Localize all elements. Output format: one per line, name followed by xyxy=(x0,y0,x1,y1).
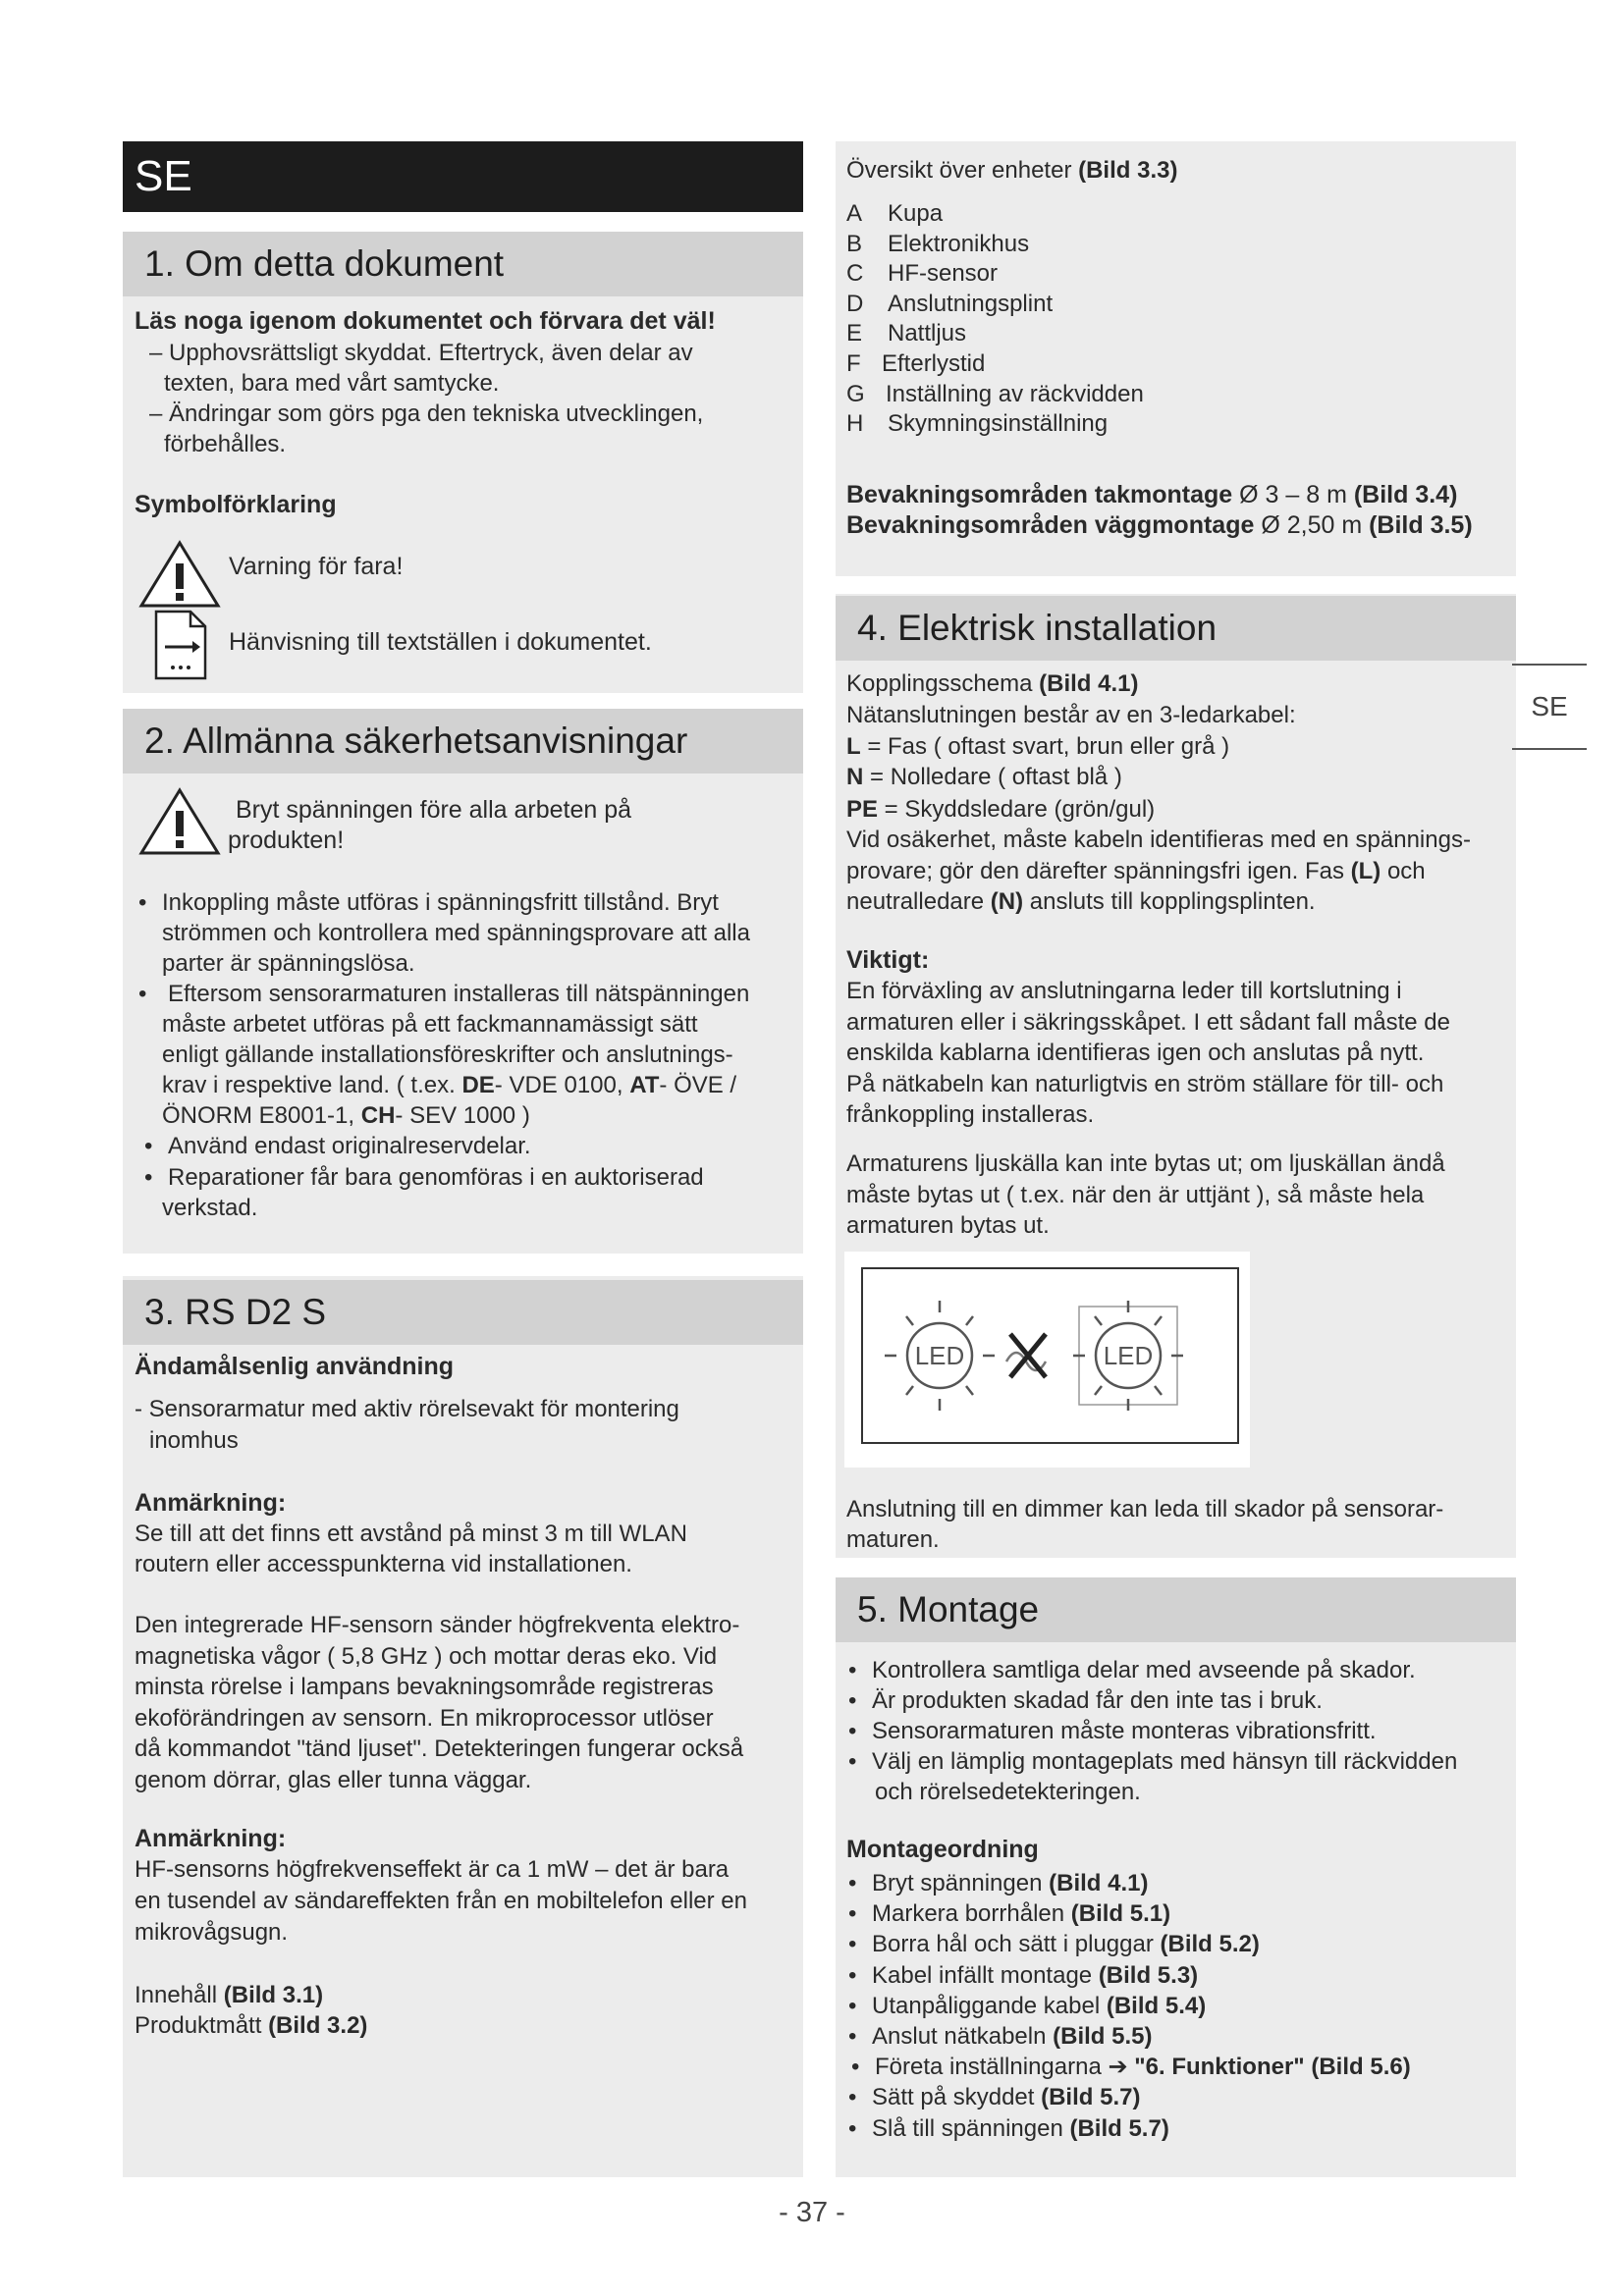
step-ref: (Bild 5.3) xyxy=(1098,1962,1199,1989)
step-ref: (Bild 5.4) xyxy=(1106,1993,1207,2019)
step-item xyxy=(872,2113,1169,2144)
overview-line xyxy=(846,155,1177,186)
part-label: Kupa xyxy=(888,200,944,227)
part-item xyxy=(846,349,1144,380)
unsure-2-end: och xyxy=(1380,858,1426,884)
ceiling-ref: (Bild 3.4) xyxy=(1353,481,1458,508)
neutral-ref: (N) xyxy=(990,888,1024,915)
note-2-line-1: HF-sensorns högfrekvenseffekt är ca 1 mW – det är bara xyxy=(135,1856,730,1883)
hf-line-6: genom dörrar, glas eller tunna väggar. xyxy=(135,1766,532,1793)
ch-standard: - SEV 1000 ) xyxy=(395,1102,530,1129)
s2-warning-2: produkten! xyxy=(228,827,345,854)
at-standard-2: ÖNORM E8001-1, xyxy=(162,1102,361,1129)
step-ref: (Bild 5.1) xyxy=(1070,1900,1171,1927)
unsure-3-text: neutralledare xyxy=(846,888,991,915)
part-label: Efterlystid xyxy=(882,349,986,377)
contents-label: Innehåll xyxy=(135,1982,224,2008)
dimensions-line xyxy=(135,2010,367,2041)
hf-line-4: ekoförändringen av sensorn. En mikroprocessor utlöser xyxy=(135,1704,714,1732)
part-label: HF-sensor xyxy=(888,260,999,288)
montage-order-heading: Montageordning xyxy=(846,1836,1039,1863)
step-item xyxy=(872,1929,1260,1959)
phase-text: = Fas ( oftast svart, brun eller grå ) xyxy=(860,733,1230,760)
step-item xyxy=(872,2082,1140,2112)
important-line-2: armaturen eller i säkringsskåpet. I ett sådant fall måste de xyxy=(846,1008,1450,1036)
part-letter: H xyxy=(846,410,864,438)
step-ref: (Bild 4.1) xyxy=(1049,1870,1149,1896)
ch-code: CH xyxy=(360,1102,396,1129)
note-2-paragraph xyxy=(135,1854,747,1949)
side-language-tab: SE xyxy=(1512,664,1587,750)
reference-label: Hänvisning till textställen i dokumentet. xyxy=(229,628,652,656)
light-line-2: måste bytas ut ( t.ex. när den är uttjänt ), så måste hela xyxy=(846,1181,1425,1208)
warning-triangle-icon xyxy=(138,787,221,856)
part-label: Nattljus xyxy=(888,320,967,347)
section-4-title: 4. Elektrisk installation xyxy=(836,596,1516,661)
unsure-3-end: ansluts till kopplingsplinten. xyxy=(1023,888,1316,915)
part-item xyxy=(846,319,1144,349)
hf-line-3: minsta rörelse i lampans bevakningsområde registreras xyxy=(135,1674,714,1700)
s2-b4-line-1: • Reparationer får bara genomföras i en auktoriserad xyxy=(168,1164,704,1191)
light-source-paragraph xyxy=(846,1148,1445,1242)
note-2-heading: Anmärkning: xyxy=(135,1825,287,1852)
s2-b1-line-1: • Inkoppling måste utföras i spänningsfritt tillstånd. Bryt xyxy=(162,889,719,916)
step-text: Sätt på skyddet xyxy=(872,2084,1042,2110)
step-ref: "6. Funktioner" (Bild 5.6) xyxy=(1134,2054,1411,2080)
wall-label: Bevakningsområden väggmontage xyxy=(846,511,1262,539)
important-line-4: På nätkabeln kan naturligtvis en ström ställare för till- och xyxy=(846,1070,1444,1097)
dims-ref: (Bild 3.2) xyxy=(268,2012,368,2039)
warning-triangle-icon xyxy=(138,540,221,609)
step-ref: (Bild 5.2) xyxy=(1160,1931,1260,1957)
s1-intro: Läs noga igenom dokumentet och förvara det väl! xyxy=(135,307,716,335)
important-heading: Viktigt: xyxy=(846,946,930,974)
s2-bullet-4 xyxy=(162,1162,704,1223)
overview-ref: (Bild 3.3) xyxy=(1078,157,1178,184)
s2-b2-line-1: • Eftersom sensorarmaturen installeras till nätspänningen xyxy=(168,981,750,1007)
symbol-heading: Symbolförklaring xyxy=(135,491,337,518)
unsure-line-3 xyxy=(846,886,1316,917)
important-line-3: enskilda kablarna identifieras igen och anslutas på nytt. xyxy=(846,1040,1425,1066)
led-no-dimmer-icon xyxy=(861,1267,1239,1444)
contents-line xyxy=(135,1980,323,2010)
important-paragraph xyxy=(846,976,1450,1131)
s1-line-3: – Ändringar som görs pga den tekniska utvecklingen, xyxy=(149,400,704,427)
step-ref: (Bild 5.7) xyxy=(1069,2115,1169,2142)
part-letter: G xyxy=(846,380,865,407)
light-line-3: armaturen bytas ut. xyxy=(846,1212,1050,1239)
wall-value: Ø 2,50 m xyxy=(1261,511,1370,539)
wiring-label: Kopplingsschema xyxy=(846,670,1040,697)
light-line-1: Armaturens ljuskälla kan inte bytas ut; om ljuskällan ändå xyxy=(846,1150,1445,1177)
at-code: AT xyxy=(629,1072,660,1098)
note-2-line-3: mikrovågsugn. xyxy=(135,1919,289,1946)
important-line-1: En förväxling av anslutningarna leder till kortslutning i xyxy=(846,978,1402,1004)
hf-line-2: magnetiska vågor ( 5,8 GHz ) och mottar deras eko. Vid xyxy=(135,1642,718,1670)
part-item xyxy=(846,380,1144,410)
ceiling-label: Bevakningsområden takmontage xyxy=(846,481,1240,508)
s2-b1-line-3: parter är spänningslösa. xyxy=(162,950,415,977)
s2-b1-line-2: strömmen och kontrollera med spänningsprovare att alla xyxy=(162,920,750,946)
earth-key: PE xyxy=(846,796,879,823)
wiring-line xyxy=(846,668,1138,699)
step-item xyxy=(875,2052,1411,2082)
hf-line-5: då kommandot "tänd ljuset". Detekteringen fungerar också xyxy=(135,1735,744,1762)
phase-ref: (L) xyxy=(1350,858,1381,884)
s2-b2-line-4-text: krav i respektive land. ( t.ex. xyxy=(162,1072,462,1098)
cable-line: Nätanslutningen består av en 3-ledarkabel: xyxy=(846,702,1296,728)
note-1-heading: Anmärkning: xyxy=(135,1489,287,1517)
step-text: Slå till spänningen xyxy=(872,2115,1070,2142)
check-item: • Sensorarmaturen måste monteras vibrationsfritt. xyxy=(872,1716,1377,1746)
step-text: Anslut nätkabeln xyxy=(872,2023,1054,2050)
part-item xyxy=(846,199,1144,230)
document-reference-icon xyxy=(153,609,208,681)
de-standard: - VDE 0100, xyxy=(494,1072,630,1098)
wall-ref: (Bild 3.5) xyxy=(1369,511,1473,539)
part-label: Inställning av räckvidden xyxy=(886,380,1144,407)
use-heading: Ändamålsenlig användning xyxy=(135,1353,455,1380)
phase-key: L xyxy=(846,733,861,760)
section-1-title: 1. Om detta dokument xyxy=(123,232,803,296)
overview-label: Översikt över enheter xyxy=(846,157,1079,184)
part-letter: A xyxy=(846,200,863,227)
dimmer-line-1: Anslutning till en dimmer kan leda till skador på sensorar- xyxy=(846,1496,1444,1522)
at-standard: - ÖVE / xyxy=(659,1072,737,1098)
note-2-line-2: en tusendel av sändareffekten från en mobiltelefon eller en xyxy=(135,1888,747,1914)
section-5-title: 5. Montage xyxy=(836,1577,1516,1642)
part-item xyxy=(846,409,1144,440)
s2-b2-line-5 xyxy=(162,1100,749,1131)
neutral-line xyxy=(846,762,1122,792)
step-item xyxy=(872,2021,1152,2052)
s2-bullet-2 xyxy=(162,979,749,1131)
neutral-key: N xyxy=(846,764,864,790)
check-item: • Är produkten skadad får den inte tas i bruk. xyxy=(872,1685,1323,1716)
de-code: DE xyxy=(461,1072,495,1098)
unsure-line-1: Vid osäkerhet, måste kabeln identifieras med en spännings- xyxy=(846,827,1471,853)
earth-text: = Skyddsledare (grön/gul) xyxy=(878,796,1156,823)
contents-ref: (Bild 3.1) xyxy=(223,1982,324,2008)
s1-line-4: förbehålles. xyxy=(164,431,287,457)
part-letter: E xyxy=(846,320,863,347)
part-label: Anslutningsplint xyxy=(888,290,1054,317)
led-label-right: LED xyxy=(1103,1341,1154,1370)
dims-label: Produktmått xyxy=(135,2012,269,2039)
page-number: - 37 - xyxy=(779,2197,845,2228)
note-1-line-2: routern eller accesspunkterna vid installationen. xyxy=(135,1551,632,1577)
s2-bullet-1 xyxy=(162,887,750,979)
use-line-2: inomhus xyxy=(149,1427,239,1454)
step-text: Markera borrhålen xyxy=(872,1900,1071,1927)
s2-bullet-3: • Använd endast originalreservdelar. xyxy=(168,1131,531,1161)
s2-b2-line-2: måste arbetet utföras på ett fackmannamässigt sätt xyxy=(162,1011,698,1038)
phase-line xyxy=(846,731,1229,762)
section-2-title: 2. Allmänna säkerhetsanvisningar xyxy=(123,709,803,774)
s2-b2-line-4 xyxy=(162,1070,749,1100)
step-text: Borra hål och sätt i pluggar xyxy=(872,1931,1161,1957)
step-text: Företa inställningarna ➔ xyxy=(875,2054,1135,2080)
step-text: Bryt spänningen xyxy=(872,1870,1050,1896)
step-ref: (Bild 5.7) xyxy=(1041,2084,1141,2110)
step-item xyxy=(872,1898,1170,1929)
check-item: • Kontrollera samtliga delar med avseende på skador. xyxy=(872,1655,1416,1685)
part-item xyxy=(846,230,1144,260)
s2-b2-line-3: enligt gällande installationsföreskrifter och anslutnings- xyxy=(162,1041,733,1068)
step-item xyxy=(872,1960,1198,1991)
language-header: SE xyxy=(123,141,803,212)
unsure-2-text: provare; gör den därefter spänningsfri igen. Fas xyxy=(846,858,1351,884)
s1-line-1: – Upphovsrättsligt skyddat. Eftertryck, även delar av xyxy=(149,340,693,366)
part-letter: C xyxy=(846,260,864,288)
earth-line xyxy=(846,794,1155,825)
neutral-text: = Nolledare ( oftast blå ) xyxy=(863,764,1122,790)
step-item xyxy=(872,1868,1148,1898)
s2-b4-line-2: verkstad. xyxy=(162,1195,258,1221)
hf-paragraph xyxy=(135,1610,743,1795)
part-letter: B xyxy=(846,230,863,257)
wiring-ref: (Bild 4.1) xyxy=(1039,670,1139,697)
check-item-continued: och rörelsedetekteringen. xyxy=(875,1779,1141,1805)
s2-warning-1: Bryt spänningen före alla arbeten på xyxy=(236,796,632,824)
part-letter: D xyxy=(846,290,864,317)
led-dimmer-figure xyxy=(844,1252,1250,1468)
s1-line-2: texten, bara med vårt samtycke. xyxy=(164,370,500,397)
step-ref: (Bild 5.5) xyxy=(1053,2023,1153,2050)
step-text: Utanpåliggande kabel xyxy=(872,1993,1107,2019)
hf-line-1: Den integrerade HF-sensorn sänder högfrekventa elektro- xyxy=(135,1612,740,1638)
led-label-left: LED xyxy=(914,1341,965,1370)
part-label: Elektronikhus xyxy=(888,230,1030,257)
dimmer-line-2: maturen. xyxy=(846,1526,940,1553)
part-item xyxy=(846,259,1144,290)
check-item: • Välj en lämplig montageplats med hänsyn till räckvidden xyxy=(872,1746,1457,1777)
section-1-panel xyxy=(123,232,803,693)
note-1-line-1: Se till att det finns ett avstånd på minst 3 m till WLAN xyxy=(135,1521,687,1547)
warning-label: Varning för fara! xyxy=(229,553,404,580)
part-label: Skymningsinställning xyxy=(888,410,1109,438)
wall-range-line xyxy=(846,510,1473,541)
ceiling-value: Ø 3 – 8 m xyxy=(1239,481,1354,508)
part-item xyxy=(846,290,1144,320)
step-text: Kabel infällt montage xyxy=(872,1962,1099,1989)
ceiling-range-line xyxy=(846,480,1457,510)
important-line-5: frånkoppling installeras. xyxy=(846,1101,1095,1128)
unsure-line-2 xyxy=(846,856,1426,886)
part-letter: F xyxy=(846,349,861,377)
parts-list xyxy=(846,199,1144,440)
section-3-title: 3. RS D2 S xyxy=(123,1280,803,1345)
use-line-1: - Sensorarmatur med aktiv rörelsevakt för montering xyxy=(135,1396,679,1422)
step-item xyxy=(872,1991,1206,2021)
